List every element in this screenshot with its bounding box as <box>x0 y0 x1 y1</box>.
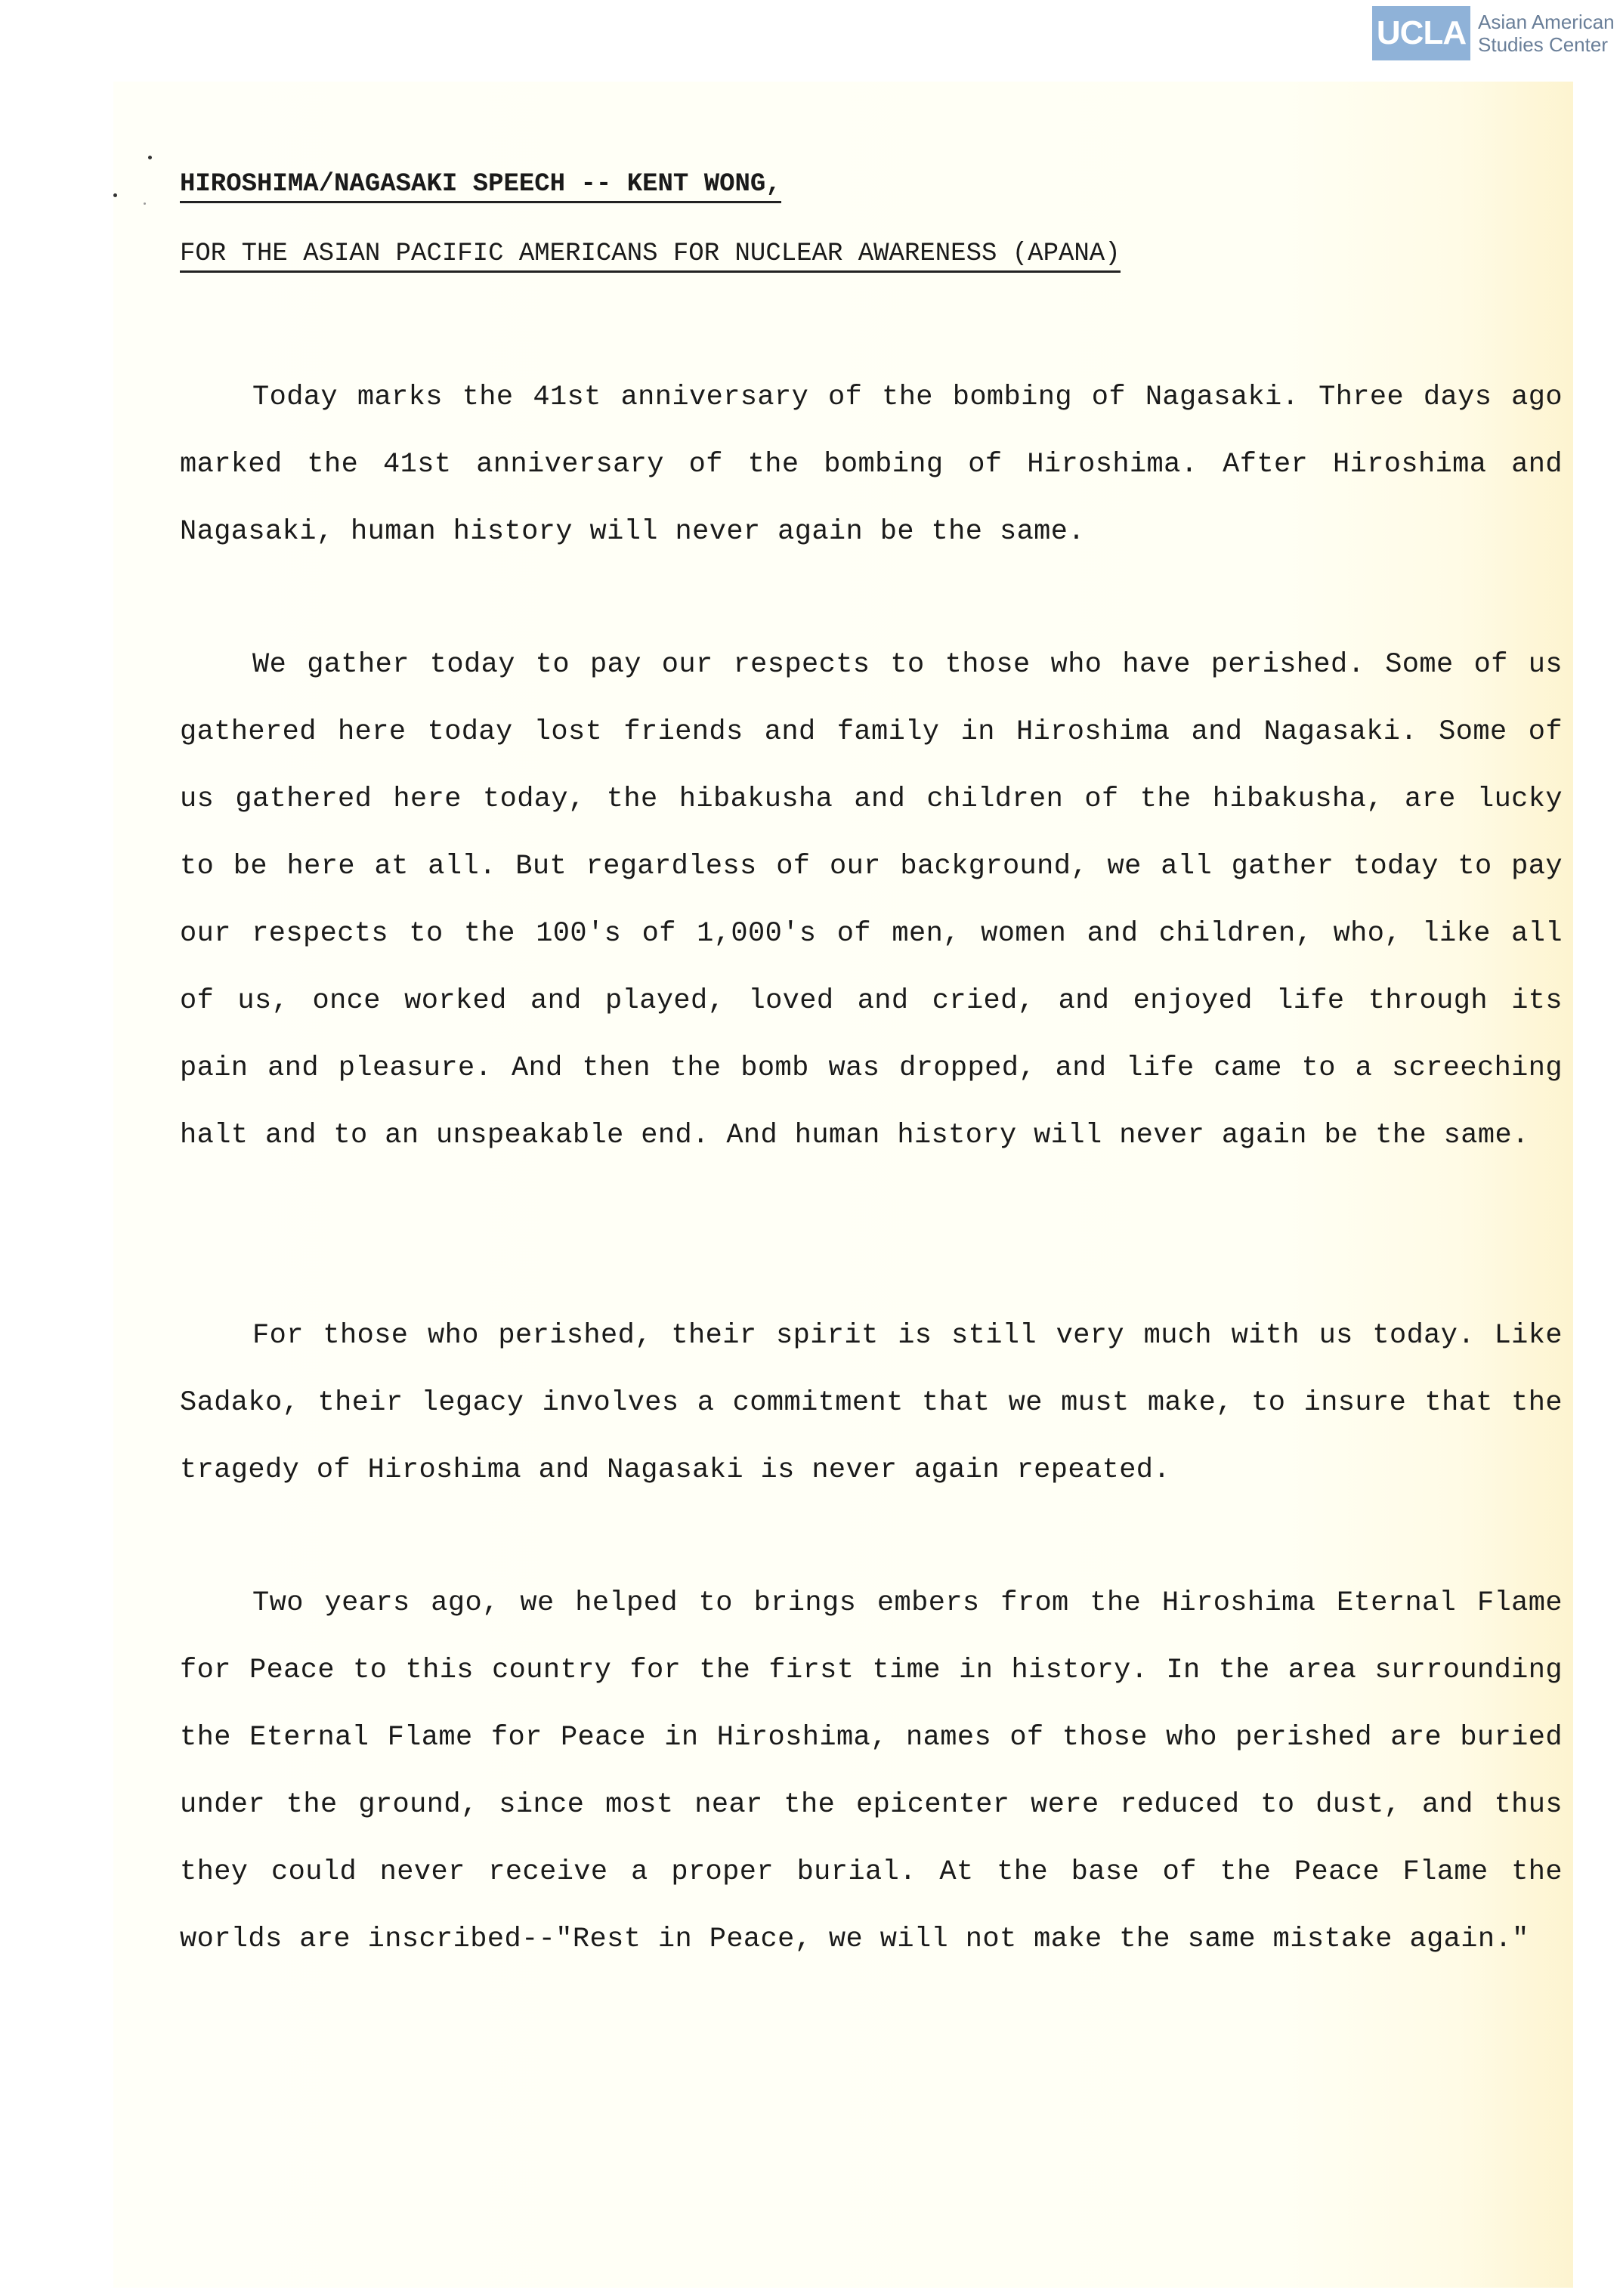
ucla-logo: UCLA <box>1372 6 1470 60</box>
document-title: HIROSHIMA/NAGASAKI SPEECH -- KENT WONG, <box>180 169 781 203</box>
speck <box>148 156 152 159</box>
ucla-aasc-badge <box>1372 6 1615 60</box>
paragraph-4: Two years ago, we helped to brings embers from the Hiroshima Eternal Flame for Peace to this country for the first time in history. In the area surrounding the Eternal Flame for Peace in Hiroshima, names of those who perished are buried under the ground, since most near the epicenter were reduced to dust, and thus they could never receive a proper burial. At the base of the Peace Flame the worlds are inscribed--"Rest in Peace, we will not make the same mistake again." <box>180 1587 1563 1955</box>
center-name-line2: Studies Center <box>1478 33 1608 56</box>
paragraph-2: We gather today to pay our respects to those who have perished. Some of us gathered here today lost friends and family in Hiroshima and Nagasaki. Some of us gathered here today, the hibakusha and children of the hibakusha, are lucky to be here at all. But regardless of our background, we all gather today to pay our respects to the 100's of 1,000's of men, women and children, who, like all of us, once worked and played, loved and cried, and enjoyed life through its pain and pleasure. And then the bomb was dropped, and life came to a screeching halt and to an unspeakable end. And human history will never again be the same. <box>180 649 1563 1151</box>
speck <box>144 202 146 205</box>
document-subtitle: FOR THE ASIAN PACIFIC AMERICANS FOR NUCLEAR AWARENESS (APANA) <box>180 239 1121 273</box>
paragraph-3: For those who perished, their spirit is still very much with us today. Like Sadako, their legacy involves a commitment that we must make, to insure that the tragedy of Hiroshima and Nagasaki is never again repeated. <box>180 1320 1563 1486</box>
center-name-line1: Asian American <box>1478 11 1615 33</box>
paragraph-1: Today marks the 41st anniversary of the bombing of Nagasaki. Three days ago marked the 41st anniversary of the bombing of Hiroshima. After Hiroshima and Nagasaki, human history will never again be the same. <box>180 382 1563 548</box>
document-page <box>113 82 1573 2288</box>
center-name <box>1478 11 1615 56</box>
speck <box>113 193 117 197</box>
